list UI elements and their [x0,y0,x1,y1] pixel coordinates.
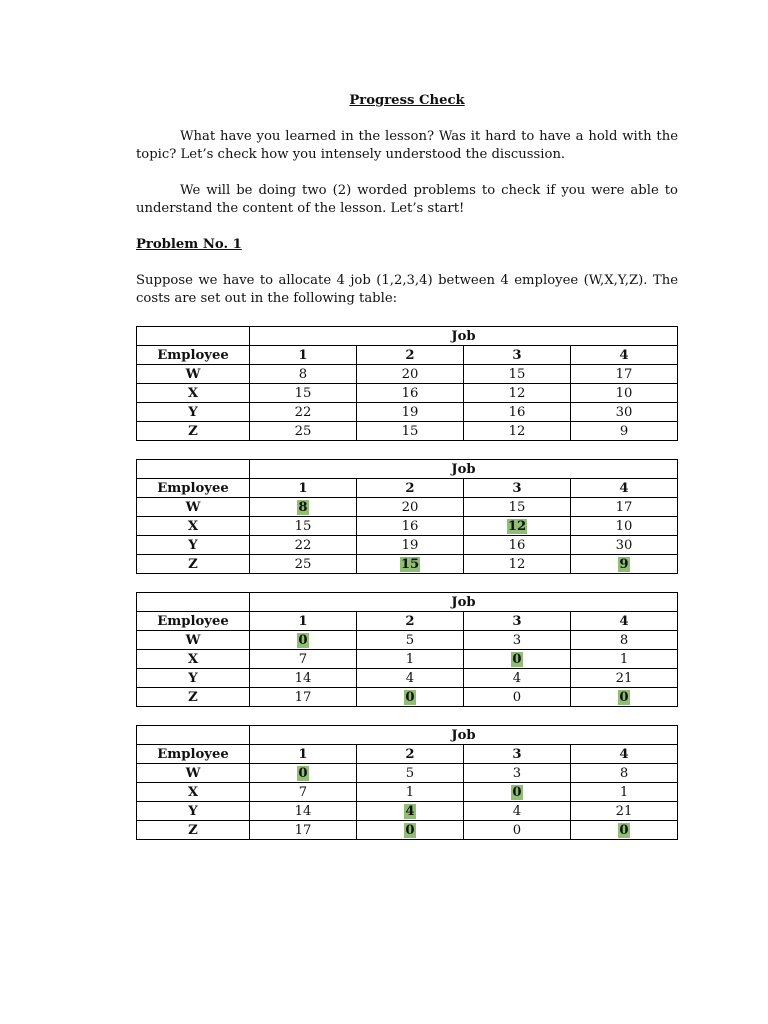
cost-cell: 0 [464,688,571,707]
employee-header: Employee [137,479,250,498]
cost-cell: 12 [464,422,571,441]
highlighted-value: 0 [298,765,308,781]
employee-cell: W [137,764,250,783]
cost-cell: 16 [357,384,464,403]
highlighted-value: 0 [298,632,308,648]
cost-cell: 30 [571,536,678,555]
cost-cell: 0 [464,821,571,840]
cost-cell: 17 [250,821,357,840]
employee-header: Employee [137,346,250,365]
employee-header: Employee [137,612,250,631]
cost-cell: 14 [250,669,357,688]
cost-cell: 19 [357,403,464,422]
cost-cell: 15 [464,365,571,384]
highlighted-value: 4 [405,803,415,819]
cost-cell [464,517,571,536]
cost-cell: 4 [357,669,464,688]
cost-cell [464,783,571,802]
employee-cell: Y [137,403,250,422]
table-group-header-row [137,726,678,745]
cost-cell: 10 [571,384,678,403]
job-column-header: 1 [250,479,357,498]
cost-cell: 10 [571,517,678,536]
cost-table-3 [136,592,678,707]
cost-cell: 19 [357,536,464,555]
cost-cell: 22 [250,536,357,555]
cost-cell: 5 [357,764,464,783]
cost-cell [357,688,464,707]
highlighted-value: 15 [400,556,420,572]
cost-cell [464,650,571,669]
table-column-header-row [137,479,678,498]
cost-cell: 16 [464,536,571,555]
cost-cell: 4 [464,802,571,821]
job-group-header: Job [250,593,678,612]
cost-cell: 15 [464,498,571,517]
table-row [137,688,678,707]
table-row [137,555,678,574]
cost-cell: 15 [250,517,357,536]
table-row [137,783,678,802]
job-group-header: Job [250,726,678,745]
employee-cell: X [137,783,250,802]
table-row [137,802,678,821]
table-row [137,422,678,441]
employee-cell: Z [137,688,250,707]
empty-corner-cell [137,726,250,745]
cost-cell: 17 [571,365,678,384]
table-row [137,631,678,650]
cost-cell: 25 [250,422,357,441]
cost-cell [571,821,678,840]
cost-cell: 17 [571,498,678,517]
cost-cell: 22 [250,403,357,422]
cost-cell: 8 [571,631,678,650]
job-group-header: Job [250,460,678,479]
cost-cell: 1 [571,783,678,802]
employee-cell: X [137,517,250,536]
cost-cell: 9 [571,422,678,441]
highlighted-value: 0 [405,822,415,838]
table-row [137,536,678,555]
table-row [137,384,678,403]
cost-table-1 [136,326,678,441]
cost-cell: 3 [464,764,571,783]
employee-cell: W [137,631,250,650]
highlighted-value: 8 [298,499,308,515]
cost-tables [136,326,678,840]
empty-corner-cell [137,460,250,479]
cost-cell: 21 [571,669,678,688]
highlighted-value: 12 [507,518,527,534]
employee-cell: X [137,384,250,403]
cost-cell: 15 [250,384,357,403]
table-row [137,403,678,422]
cost-cell: 15 [357,422,464,441]
employee-cell: W [137,365,250,384]
employee-cell: X [137,650,250,669]
job-column-header: 2 [357,479,464,498]
job-column-header: 3 [464,745,571,764]
job-column-header: 4 [571,612,678,631]
cost-cell [571,688,678,707]
employee-cell: Y [137,669,250,688]
cost-cell: 30 [571,403,678,422]
cost-cell [250,631,357,650]
employee-cell: Z [137,555,250,574]
table-row [137,517,678,536]
cost-cell: 4 [464,669,571,688]
cost-table-4 [136,725,678,840]
table-column-header-row [137,745,678,764]
job-column-header: 4 [571,745,678,764]
intro-paragraph-2: We will be doing two (2) worded problems to check if you were able to understand the content of the lesson. Let’s start! [136,183,678,216]
job-column-header: 3 [464,612,571,631]
cost-cell [357,555,464,574]
employee-cell: W [137,498,250,517]
job-column-header: 2 [357,346,464,365]
empty-corner-cell [137,593,250,612]
job-column-header: 1 [250,745,357,764]
table-group-header-row [137,460,678,479]
problem-text: Suppose we have to allocate 4 job (1,2,3,4) between 4 employee (W,X,Y,Z). The costs are set out in the following table: [136,273,678,306]
cost-table-2 [136,459,678,574]
page-title: Progress Check [349,93,465,108]
table-column-header-row [137,346,678,365]
cost-cell: 14 [250,802,357,821]
employee-cell: Z [137,821,250,840]
cost-cell [250,498,357,517]
cost-cell: 17 [250,688,357,707]
cost-cell: 12 [464,384,571,403]
table-row [137,669,678,688]
cost-cell: 21 [571,802,678,821]
job-column-header: 1 [250,346,357,365]
job-column-header: 2 [357,745,464,764]
table-group-header-row [137,593,678,612]
highlighted-value: 0 [512,651,522,667]
highlighted-value: 0 [512,784,522,800]
highlighted-value: 0 [405,689,415,705]
cost-cell: 7 [250,783,357,802]
intro-paragraph-1: What have you learned in the lesson? Was it hard to have a hold with the topic? Let’s check how you intensely understood the discussion. [136,129,678,162]
employee-cell: Y [137,802,250,821]
table-row [137,764,678,783]
cost-cell: 3 [464,631,571,650]
cost-cell: 8 [250,365,357,384]
table-column-header-row [137,612,678,631]
cost-cell: 20 [357,365,464,384]
highlighted-value: 0 [619,689,629,705]
cost-cell: 5 [357,631,464,650]
problem-heading: Problem No. 1 [136,237,242,252]
cost-cell: 25 [250,555,357,574]
job-column-header: 2 [357,612,464,631]
job-column-header: 3 [464,479,571,498]
table-row [137,821,678,840]
cost-cell: 12 [464,555,571,574]
cost-cell: 7 [250,650,357,669]
table-row [137,365,678,384]
table-row [137,650,678,669]
table-row [137,498,678,517]
cost-cell [357,802,464,821]
cost-cell [571,555,678,574]
empty-corner-cell [137,327,250,346]
job-column-header: 4 [571,479,678,498]
cost-cell: 1 [357,783,464,802]
cost-cell [357,821,464,840]
cost-cell: 8 [571,764,678,783]
employee-cell: Z [137,422,250,441]
employee-header: Employee [137,745,250,764]
cost-cell: 1 [571,650,678,669]
employee-cell: Y [137,536,250,555]
job-column-header: 1 [250,612,357,631]
cost-cell: 16 [464,403,571,422]
job-column-header: 3 [464,346,571,365]
cost-cell [250,764,357,783]
cost-cell: 16 [357,517,464,536]
cost-cell: 20 [357,498,464,517]
cost-cell: 1 [357,650,464,669]
job-column-header: 4 [571,346,678,365]
table-group-header-row [137,327,678,346]
job-group-header: Job [250,327,678,346]
highlighted-value: 9 [619,556,629,572]
document-page [136,92,678,858]
highlighted-value: 0 [619,822,629,838]
